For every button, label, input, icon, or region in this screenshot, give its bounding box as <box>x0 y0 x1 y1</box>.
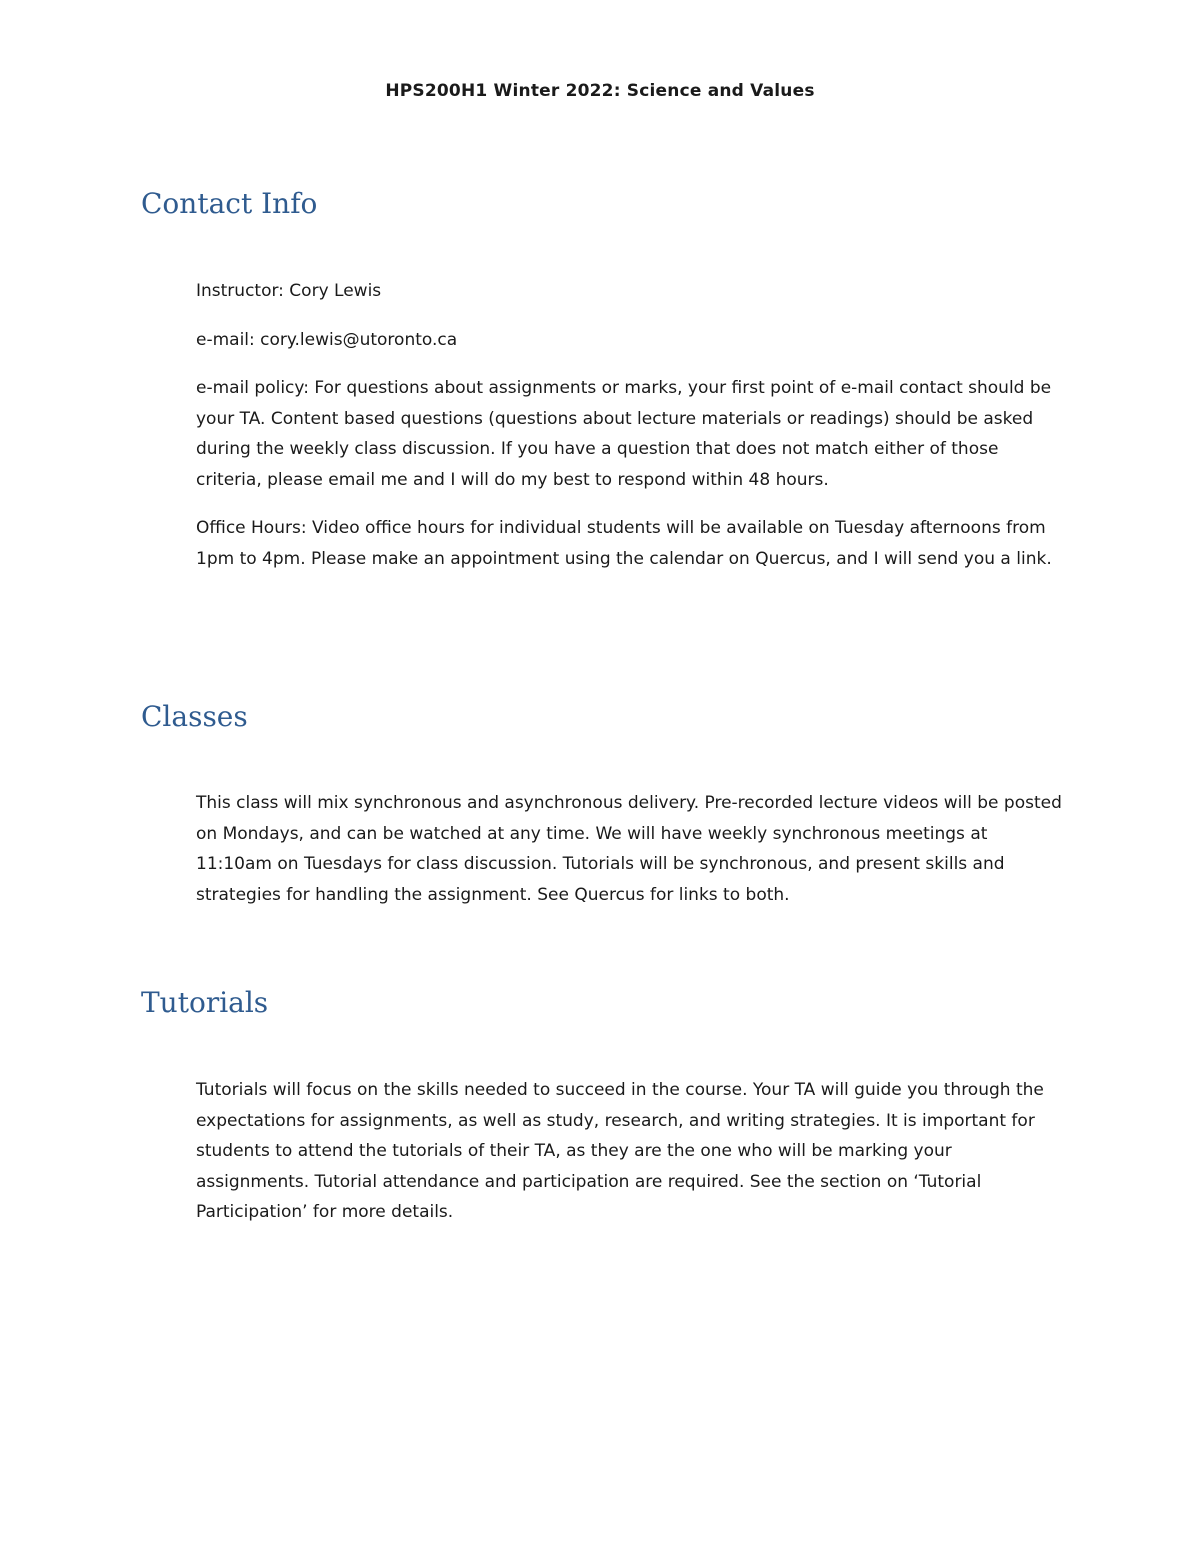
classes-paragraph: This class will mix synchronous and asynchronous delivery. Pre-recorded lecture videos will be posted on Mondays, and can be watched at any time. We will have weekly synchronous meetings at 11:10am on Tuesdays for class discussion. Tutorials will be synchronous, and present skills and strategies for handling the assignment. See Quercus for links to both. <box>196 793 1062 905</box>
classes-heading: Classes <box>141 700 248 733</box>
page-title: HPS200H1 Winter 2022: Science and Values <box>385 81 815 101</box>
classes-section <box>196 788 1066 928</box>
instructor-line: Instructor: Cory Lewis <box>196 281 382 301</box>
tutorials-section <box>196 1075 1066 1246</box>
email-policy-paragraph: e-mail policy: For questions about assignments or marks, your first point of e-mail contact should be your TA. Content based questions (questions about lecture materials or readings) should be asked during the weekly class discussion. If you have a question that does not match either of those criteria, please email me and I will do my best to respond within 48 hours. <box>196 378 1052 490</box>
contact-info-section <box>196 276 1066 592</box>
office-hours-paragraph: Office Hours: Video office hours for individual students will be available on Tuesday afternoons from 1pm to 4pm. Please make an appointment using the calendar on Quercus, and I will send you a link. <box>196 518 1052 569</box>
email-line: e-mail: cory.lewis@utoronto.ca <box>196 329 458 350</box>
contact-info-heading: Contact Info <box>141 187 318 220</box>
tutorials-paragraph: Tutorials will focus on the skills needed to succeed in the course. Your TA will guide you through the expectations for assignments, as well as study, research, and writing strategies. It is important for students to attend the tutorials of their TA, as they are the one who will be marking your assignments. Tutorial attendance and participation are required. See the section on ‘Tutorial Participation’ for more details. <box>196 1080 1044 1222</box>
tutorials-heading: Tutorials <box>141 986 269 1019</box>
